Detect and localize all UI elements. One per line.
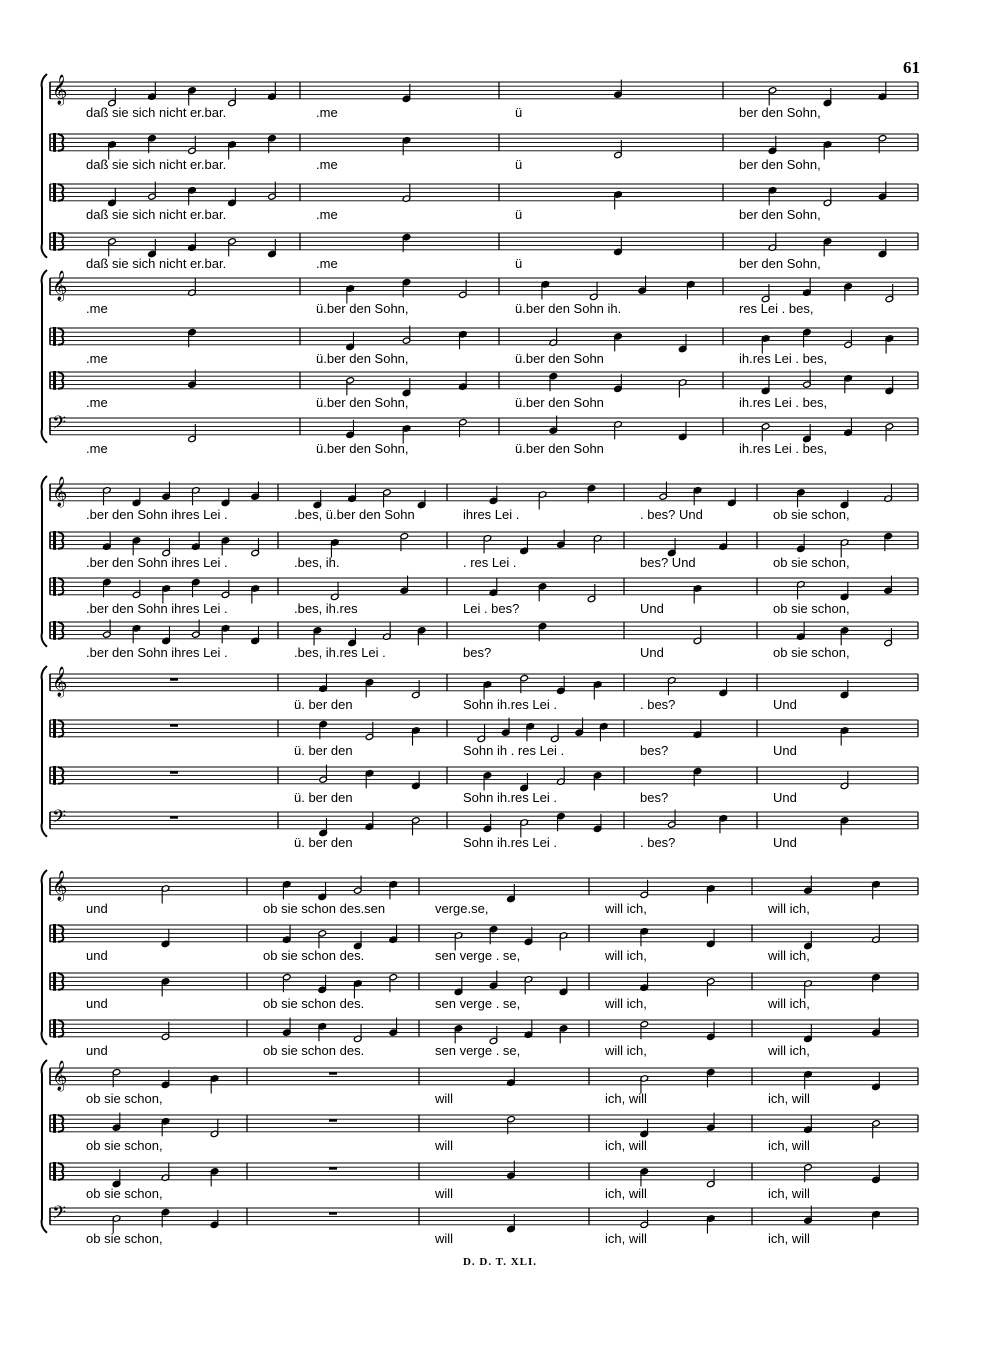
lyric: sen verge . se, xyxy=(435,995,521,1011)
lyric: .me xyxy=(86,350,108,366)
lyric: ob sie schon, xyxy=(86,1185,163,1201)
lyric: und xyxy=(86,995,108,1011)
alto-clef-icon xyxy=(53,766,56,785)
lyric: Und xyxy=(640,644,664,660)
lyric: ich, will xyxy=(768,1090,810,1106)
lyric: ber den Sohn, xyxy=(739,104,821,120)
group-bracket xyxy=(42,870,47,1045)
lyric: ihres Lei . xyxy=(463,506,520,522)
alto-clef-icon xyxy=(53,924,56,943)
lyric: will ich, xyxy=(605,1042,647,1058)
lyric: ü.ber den Sohn, xyxy=(316,440,409,456)
lyric: ü xyxy=(515,156,523,172)
lyric: will ich, xyxy=(605,995,647,1011)
lyric: ü. ber den xyxy=(294,789,353,805)
lyric: ber den Sohn, xyxy=(739,255,821,271)
group-bracket xyxy=(42,476,47,647)
rest xyxy=(170,678,178,681)
lyric: ob sie schon des. xyxy=(263,947,365,963)
lyric: .bes, ü.ber den Sohn xyxy=(294,506,415,522)
lyric: ü xyxy=(515,255,523,271)
rest xyxy=(170,724,178,727)
lyric: ü. ber den xyxy=(294,834,353,850)
lyric: ih.res Lei . bes, xyxy=(739,350,828,366)
lyric: will xyxy=(435,1185,454,1201)
lyric: will ich, xyxy=(768,947,810,963)
lyric: Und xyxy=(773,742,797,758)
lyric: ü. ber den xyxy=(294,696,353,712)
lyric: . res Lei . xyxy=(463,554,517,570)
lyric: sen verge . se, xyxy=(435,947,521,963)
treble-clef-icon: 𝄞 xyxy=(52,667,68,697)
rest xyxy=(170,771,178,774)
bass-clef-icon: 𝄢 xyxy=(52,1203,67,1228)
lyric: .me xyxy=(316,206,338,222)
alto-clef-icon xyxy=(53,183,56,202)
lyric: will xyxy=(435,1137,454,1153)
page-footer: D. D. T. XLI. xyxy=(462,1256,538,1268)
lyric: will ich, xyxy=(768,900,810,916)
lyric: .ber den Sohn ihres Lei . xyxy=(86,554,228,570)
lyric: will xyxy=(435,1230,454,1246)
lyric: ob sie schon des. xyxy=(263,995,365,1011)
lyric: Lei . bes? xyxy=(463,600,520,616)
rest xyxy=(170,816,178,819)
lyric: .me xyxy=(316,255,338,271)
lyric: ob sie schon des.sen xyxy=(263,900,386,916)
lyric: ü.ber den Sohn xyxy=(515,440,604,456)
lyric: .me xyxy=(86,440,108,456)
lyric: ü. ber den xyxy=(294,742,353,758)
alto-clef-icon xyxy=(53,1019,56,1038)
bass-clef-icon: 𝄢 xyxy=(52,413,67,438)
lyric: ob sie schon, xyxy=(86,1230,163,1246)
lyric: ob sie schon, xyxy=(773,554,850,570)
lyric: ü.ber den Sohn ih. xyxy=(515,300,622,316)
lyric: will ich, xyxy=(768,1042,810,1058)
rest xyxy=(329,1119,337,1122)
alto-clef-icon xyxy=(53,531,56,550)
lyric: .me xyxy=(86,300,108,316)
lyric: . bes? xyxy=(640,834,676,850)
lyric: und xyxy=(86,947,108,963)
lyric: ich, will xyxy=(768,1137,810,1153)
alto-clef-icon xyxy=(53,621,56,640)
lyric: Sohn ih . res Lei . xyxy=(463,742,565,758)
lyric: ob sie schon des. xyxy=(263,1042,365,1058)
lyric: ü xyxy=(515,104,523,120)
lyric: Und xyxy=(773,789,797,805)
lyric: daß sie sich nicht er.bar. xyxy=(86,156,227,172)
lyric: ich, will xyxy=(768,1185,810,1201)
bass-clef-icon: 𝄢 xyxy=(52,807,67,832)
lyric: ich, will xyxy=(605,1185,647,1201)
treble-clef-icon: 𝄞 xyxy=(52,271,68,301)
lyric: ü xyxy=(515,206,523,222)
lyric: bes? xyxy=(640,789,669,805)
lyric: und xyxy=(86,1042,108,1058)
lyric: sen verge . se, xyxy=(435,1042,521,1058)
lyric: und xyxy=(86,900,108,916)
lyric: Sohn ih.res Lei . xyxy=(463,696,557,712)
rest xyxy=(329,1167,337,1170)
lyric: will ich, xyxy=(768,995,810,1011)
treble-clef-icon: 𝄞 xyxy=(52,477,68,507)
lyric: daß sie sich nicht er.bar. xyxy=(86,104,227,120)
lyric: ber den Sohn, xyxy=(739,206,821,222)
lyric: will xyxy=(435,1090,454,1106)
lyric: .me xyxy=(316,104,338,120)
treble-clef-icon: 𝄞 xyxy=(52,1061,68,1091)
lyric: ü.ber den Sohn, xyxy=(316,300,409,316)
lyric: ich, will xyxy=(605,1230,647,1246)
lyric: .me xyxy=(86,394,108,410)
lyric: .bes, ih.res xyxy=(294,600,358,616)
lyric: ich, will xyxy=(768,1230,810,1246)
alto-clef-icon xyxy=(53,719,56,738)
lyric: ich, will xyxy=(605,1090,647,1106)
group-bracket xyxy=(42,74,47,258)
lyric: ich, will xyxy=(605,1137,647,1153)
lyric: . bes? xyxy=(640,696,676,712)
alto-clef-icon xyxy=(53,1114,56,1133)
group-bracket xyxy=(42,270,47,443)
lyric: ob sie schon, xyxy=(773,506,850,522)
alto-clef-icon xyxy=(53,577,56,596)
lyric: daß sie sich nicht er.bar. xyxy=(86,206,227,222)
rest xyxy=(329,1212,337,1215)
lyric: Und xyxy=(773,696,797,712)
lyric: ob sie schon, xyxy=(86,1137,163,1153)
lyric: ob sie schon, xyxy=(86,1090,163,1106)
lyric: will ich, xyxy=(605,947,647,963)
rest xyxy=(329,1072,337,1075)
lyric: ü.ber den Sohn, xyxy=(316,350,409,366)
lyric: Sohn ih.res Lei . xyxy=(463,834,557,850)
lyric: verge.se, xyxy=(435,900,489,916)
alto-clef-icon xyxy=(53,232,56,251)
lyric: ü.ber den Sohn xyxy=(515,350,604,366)
lyric: .ber den Sohn ihres Lei . xyxy=(86,506,228,522)
lyric: .ber den Sohn ihres Lei . xyxy=(86,644,228,660)
lyric: . bes? Und xyxy=(640,506,703,522)
lyric: .me xyxy=(316,156,338,172)
lyric: Und xyxy=(640,600,664,616)
lyric: bes? Und xyxy=(640,554,696,570)
lyric: res Lei . bes, xyxy=(739,300,814,316)
lyric: Sohn ih.res Lei . xyxy=(463,789,557,805)
lyric: Und xyxy=(773,834,797,850)
lyric: ber den Sohn, xyxy=(739,156,821,172)
lyric: .ber den Sohn ihres Lei . xyxy=(86,600,228,616)
treble-clef-icon: 𝄞 xyxy=(52,75,68,105)
alto-clef-icon xyxy=(53,133,56,152)
lyric: ob sie schon, xyxy=(773,600,850,616)
lyric: bes? xyxy=(463,644,492,660)
alto-clef-icon xyxy=(53,327,56,346)
lyric: .bes, ih.res Lei . xyxy=(294,644,386,660)
lyric: daß sie sich nicht er.bar. xyxy=(86,255,227,271)
lyric: ob sie schon, xyxy=(773,644,850,660)
lyric: .bes, ih. xyxy=(294,554,340,570)
treble-clef-icon: 𝄞 xyxy=(52,871,68,901)
lyric: ü.ber den Sohn, xyxy=(316,394,409,410)
lyric: ih.res Lei . bes, xyxy=(739,440,828,456)
lyric: will ich, xyxy=(605,900,647,916)
lyric: ih.res Lei . bes, xyxy=(739,394,828,410)
alto-clef-icon xyxy=(53,1162,56,1181)
alto-clef-icon xyxy=(53,371,56,390)
lyric: ü.ber den Sohn xyxy=(515,394,604,410)
lyric: bes? xyxy=(640,742,669,758)
group-bracket xyxy=(42,666,47,837)
page-number: 61 xyxy=(903,58,920,77)
alto-clef-icon xyxy=(53,972,56,991)
group-bracket xyxy=(42,1060,47,1233)
